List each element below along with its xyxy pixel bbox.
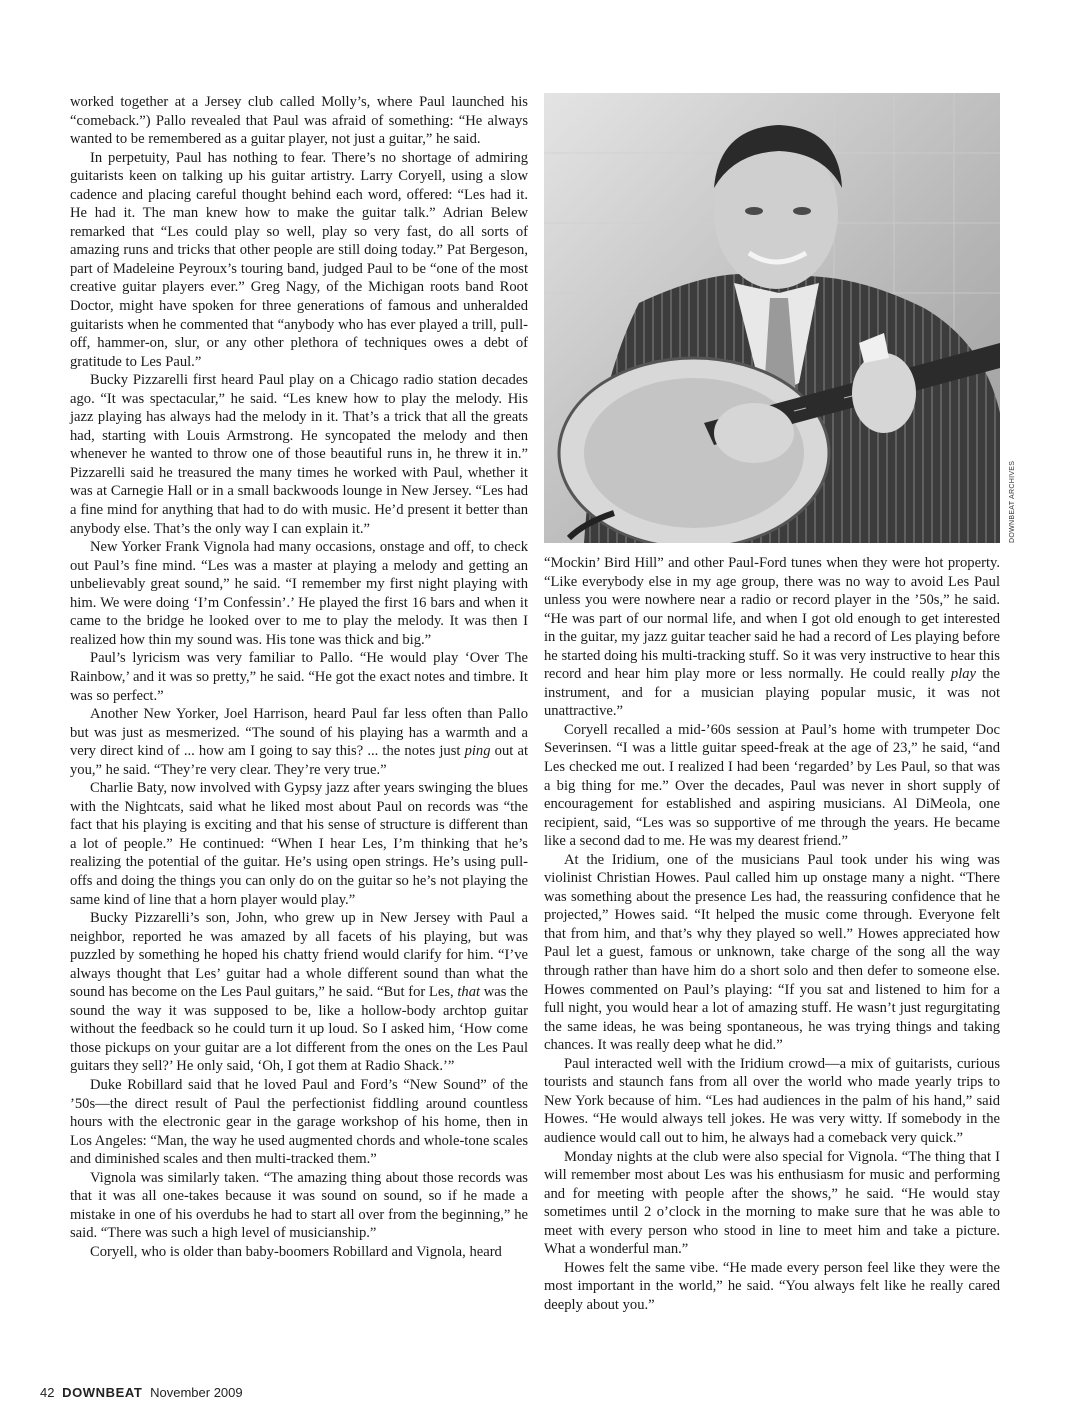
paragraph-text: At the Iridium, one of the musicians Paul took under his wing was violinist Christian Howes. Paul called him up onstage many a night. “There was something about the presence Les had, the reassuring confidence that he projected,” Howes said. “It helped the music come through. Everyone felt that from him, and that’s why they played so well.” Howes appreciated how Paul let a guest, famous or unknown, take charge of the song all the way through rather than have him do a short solo and then defer to someone else. Howes commented on Paul’s playing: “If you sat and listened to him for a full night, you would hear a lot of amazing stuff. He wasn’t just regurgitating the same ideas, he was being spontaneous, he was trying things and taking chances. It was really deep what he did.” — [544, 851, 1000, 1054]
paragraph — [544, 851, 1000, 1055]
paragraph-text: worked together at a Jersey club called Molly’s, where Paul launched his “comeback.”) Pallo revealed that Paul was afraid of something: “He always wanted to be remembered as a guitar player, not just a guitar,” he said. — [70, 94, 528, 148]
paragraph-text: Howes felt the same vibe. “He made every person feel like they were the most important in the world,” he said. “You always felt like he really cared deeply about you.” — [544, 1259, 1000, 1313]
issue-date: November 2009 — [150, 1385, 243, 1400]
paragraph-text: Vignola was similarly taken. “The amazing thing about those records was that it was all one-takes because it was sound on sound, so if he made a mistake in one of his overdubs he had to start all over from the beginning,” he said. “There was such a high level of musicianship.” — [70, 1169, 528, 1242]
paragraph-text: Bucky Pizzarelli’s son, John, who grew up in New Jersey with Paul a neighbor, reported he was amazed by all facets of his playing, but was puzzled by something he hoped his chatty friend would clarify for him. “I’ve always thought that Les’ guitar had a whole different sound than what the sound has become on the Les Paul guitars,” he said. “But for Les, — [70, 910, 528, 1001]
paragraph-text: Charlie Baty, now involved with Gypsy jazz after years swinging the blues with the Nightcats, said what he liked most about Paul on records was “the fact that his playing is exciting and that his sense of structure is different than a lot of people.” He continued: “When I hear Les, I’m thinking that he’s realizing the potential of the guitar. He’s using open strings. He’s using pull-offs and doing the things you can only do on the guitar so he’s not playing the same kind of line that a horn player would play.” — [70, 780, 528, 908]
paragraph — [544, 1259, 1000, 1315]
paragraph-text: In perpetuity, Paul has nothing to fear. There’s no shortage of admiring guitarists keen on talking up his guitar artistry. Larry Coryell, using a slow cadence and placing careful thought behind each word, offered: “Les had it. He had it. The man knew how to make the guitar talk.” Adrian Belew remarked that “Les could play so well, play so very fast, do all sorts of amazing runs and tricks that other people are still doing today.” Pat Bergeson, part of Madeleine Peyroux’s touring band, judged Paul to be “one of the most creative guitar players ever.” Greg Nagy, of the Michigan roots band Root Doctor, might have spoken for three generations of famous and unheralded guitarists when he commented that “anybody who has ever played a trill, pull-off, hammer-on, slur, or any other plethora of techniques owes a debt of gratitude to Les Paul.” — [70, 149, 528, 370]
paragraph — [70, 371, 528, 538]
paragraph — [70, 705, 528, 779]
emphasis-text: ping — [464, 743, 491, 760]
paragraph-text: Coryell recalled a mid-’60s session at Paul’s home with trumpeter Doc Severinsen. “I was a little guitar speed-freak at the age of 23,” he said, “and Les checked me out. I realized I had been ‘regarded’ by Les Paul, so that was a big thing for me.” Over the decades, Paul was never in short supply of encouragement for established and aspiring musicians. Al DiMeola, one recipient, said, “Les was so supportive of me through the years. He became like a second dad to me. He was my dearest friend.” — [544, 721, 1000, 850]
paragraph-text: Duke Robillard said that he loved Paul and Ford’s “New Sound” of the ’50s—the direct result of Paul the perfectionist fiddling around countless hours with the electronic gear in the garage workshop of his home, then in Los Angeles: “Man, the way he used augmented chords and whole-tone scales and diminished scales and then multi-tracked them.” — [70, 1076, 528, 1168]
paragraph-text: Bucky Pizzarelli first heard Paul play on a Chicago radio station decades ago. “It was spectacular,” he said. “Les knew how to play the melody. His jazz playing has always had the melody in it. That’s a trick that all the greats had, starting with Louis Armstrong. He syncopated the melody and then whenever he wanted to throw one of those beautiful runs in, he threw it in.” Pizzarelli said he treasured the many times he worked with Paul, whether it was at Carnegie Hall or in a small backwoods lounge in New Jersey. “Les had a fine mind for anything that had to do with music. He’d present it better than anybody else. That’s the only way I can explain it.” — [70, 372, 528, 537]
page-footer — [40, 1385, 243, 1400]
paragraph — [544, 721, 1000, 851]
article-column-right — [544, 554, 1000, 1314]
paragraph-text: was the sound the way it was supposed to be, like a hollow-body archtop guitar without the feedback so he could turn it up loud. So I asked him, ‘How come those pickups on your guitar are a lot different from the ones on the Les Paul guitars they sell?’ He only said, ‘Oh, I got them at Radio Shack.’” — [70, 984, 528, 1075]
paragraph — [70, 649, 528, 705]
paragraph-text: Monday nights at the club were also special for Vignola. “The thing that I will remember most about Les was his enthusiasm for music and performing and for meeting with people after the shows,” he said. “He would stay sometimes until 2 o’clock in the morning to make sure that he was able to meet with every person who stood in line to meet him and take a picture. What a wonderful man.” — [544, 1148, 1000, 1258]
photo-illustration — [544, 93, 1000, 543]
paragraph-text: Another New Yorker, Joel Harrison, heard Paul far less often than Pallo but was just as mesmerized. “The sound of his playing has a warmth and a very direct kind of ... how am I going to say this? ... the notes just — [70, 706, 528, 760]
paragraph — [70, 149, 528, 372]
paragraph — [544, 1055, 1000, 1148]
paragraph-text: out at you,” he said. “They’re very clear. They’re very true.” — [70, 743, 528, 778]
photo-credit: DOWNBEAT ARCHIVES — [1009, 460, 1016, 543]
paragraph — [70, 93, 528, 149]
paragraph-text: the instrument, and for a musician playing popular music, it was not unattractive.” — [544, 666, 1000, 720]
paragraph-text: Paul interacted well with the Iridium crowd—a mix of guitarists, curious tourists and staunch fans from all over the world who made yearly trips to New York because of him. “Les had audiences in the palm of his hand,” said Howes. “He would always tell jokes. He was very witty. If somebody in the audience would call out to him, he always had a comeback very quick.” — [544, 1055, 1000, 1146]
paragraph — [70, 538, 528, 649]
paragraph — [544, 1148, 1000, 1259]
emphasis-text: play — [950, 666, 977, 683]
paragraph — [70, 909, 528, 1076]
paragraph-text: New Yorker Frank Vignola had many occasions, onstage and off, to check out Paul’s fine mind. “Les was a master at playing a melody and getting an unbelievably great sound,” he said. “I remember my first night playing with him. We were doing ‘I’m Confessin’.’ He played the first 16 bars and when it came to the bridge he looked over to me to play the melody. It was then I realized how thin my sound was. His tone was thick and big.” — [70, 539, 528, 648]
paragraph-text: Coryell, who is older than baby-boomers Robillard and Vignola, heard — [90, 1243, 502, 1260]
paragraph-text: “Mockin’ Bird Hill” and other Paul-Ford tunes when they were hot property. “Like everybody else in my age group, there was no way to avoid Les Paul unless you were nowhere near a radio or record player in the ’50s,” he said. “He was part of our normal life, and when I got old enough to get interested in the guitar, my jazz guitar teacher said he had a record of Les playing before he started doing his multi-tracking stuff. So it was very instructive to hear this record and hear him play more or less normally. He could really — [544, 555, 1000, 683]
magazine-name: DOWNBEAT — [62, 1385, 143, 1400]
paragraph — [70, 1076, 528, 1169]
paragraph — [70, 779, 528, 909]
paragraph — [70, 1243, 528, 1262]
article-column-left — [70, 93, 528, 1261]
les-paul-photo — [544, 93, 1000, 543]
paragraph — [544, 554, 1000, 721]
emphasis-text: that — [457, 984, 481, 1001]
page-number: 42 — [40, 1385, 55, 1400]
paragraph — [70, 1169, 528, 1243]
paragraph-text: Paul’s lyricism was very familiar to Pallo. “He would play ‘Over The Rainbow,’ and it was so pretty,” he said. “He got the exact notes and timbre. It was so perfect.” — [70, 650, 528, 704]
